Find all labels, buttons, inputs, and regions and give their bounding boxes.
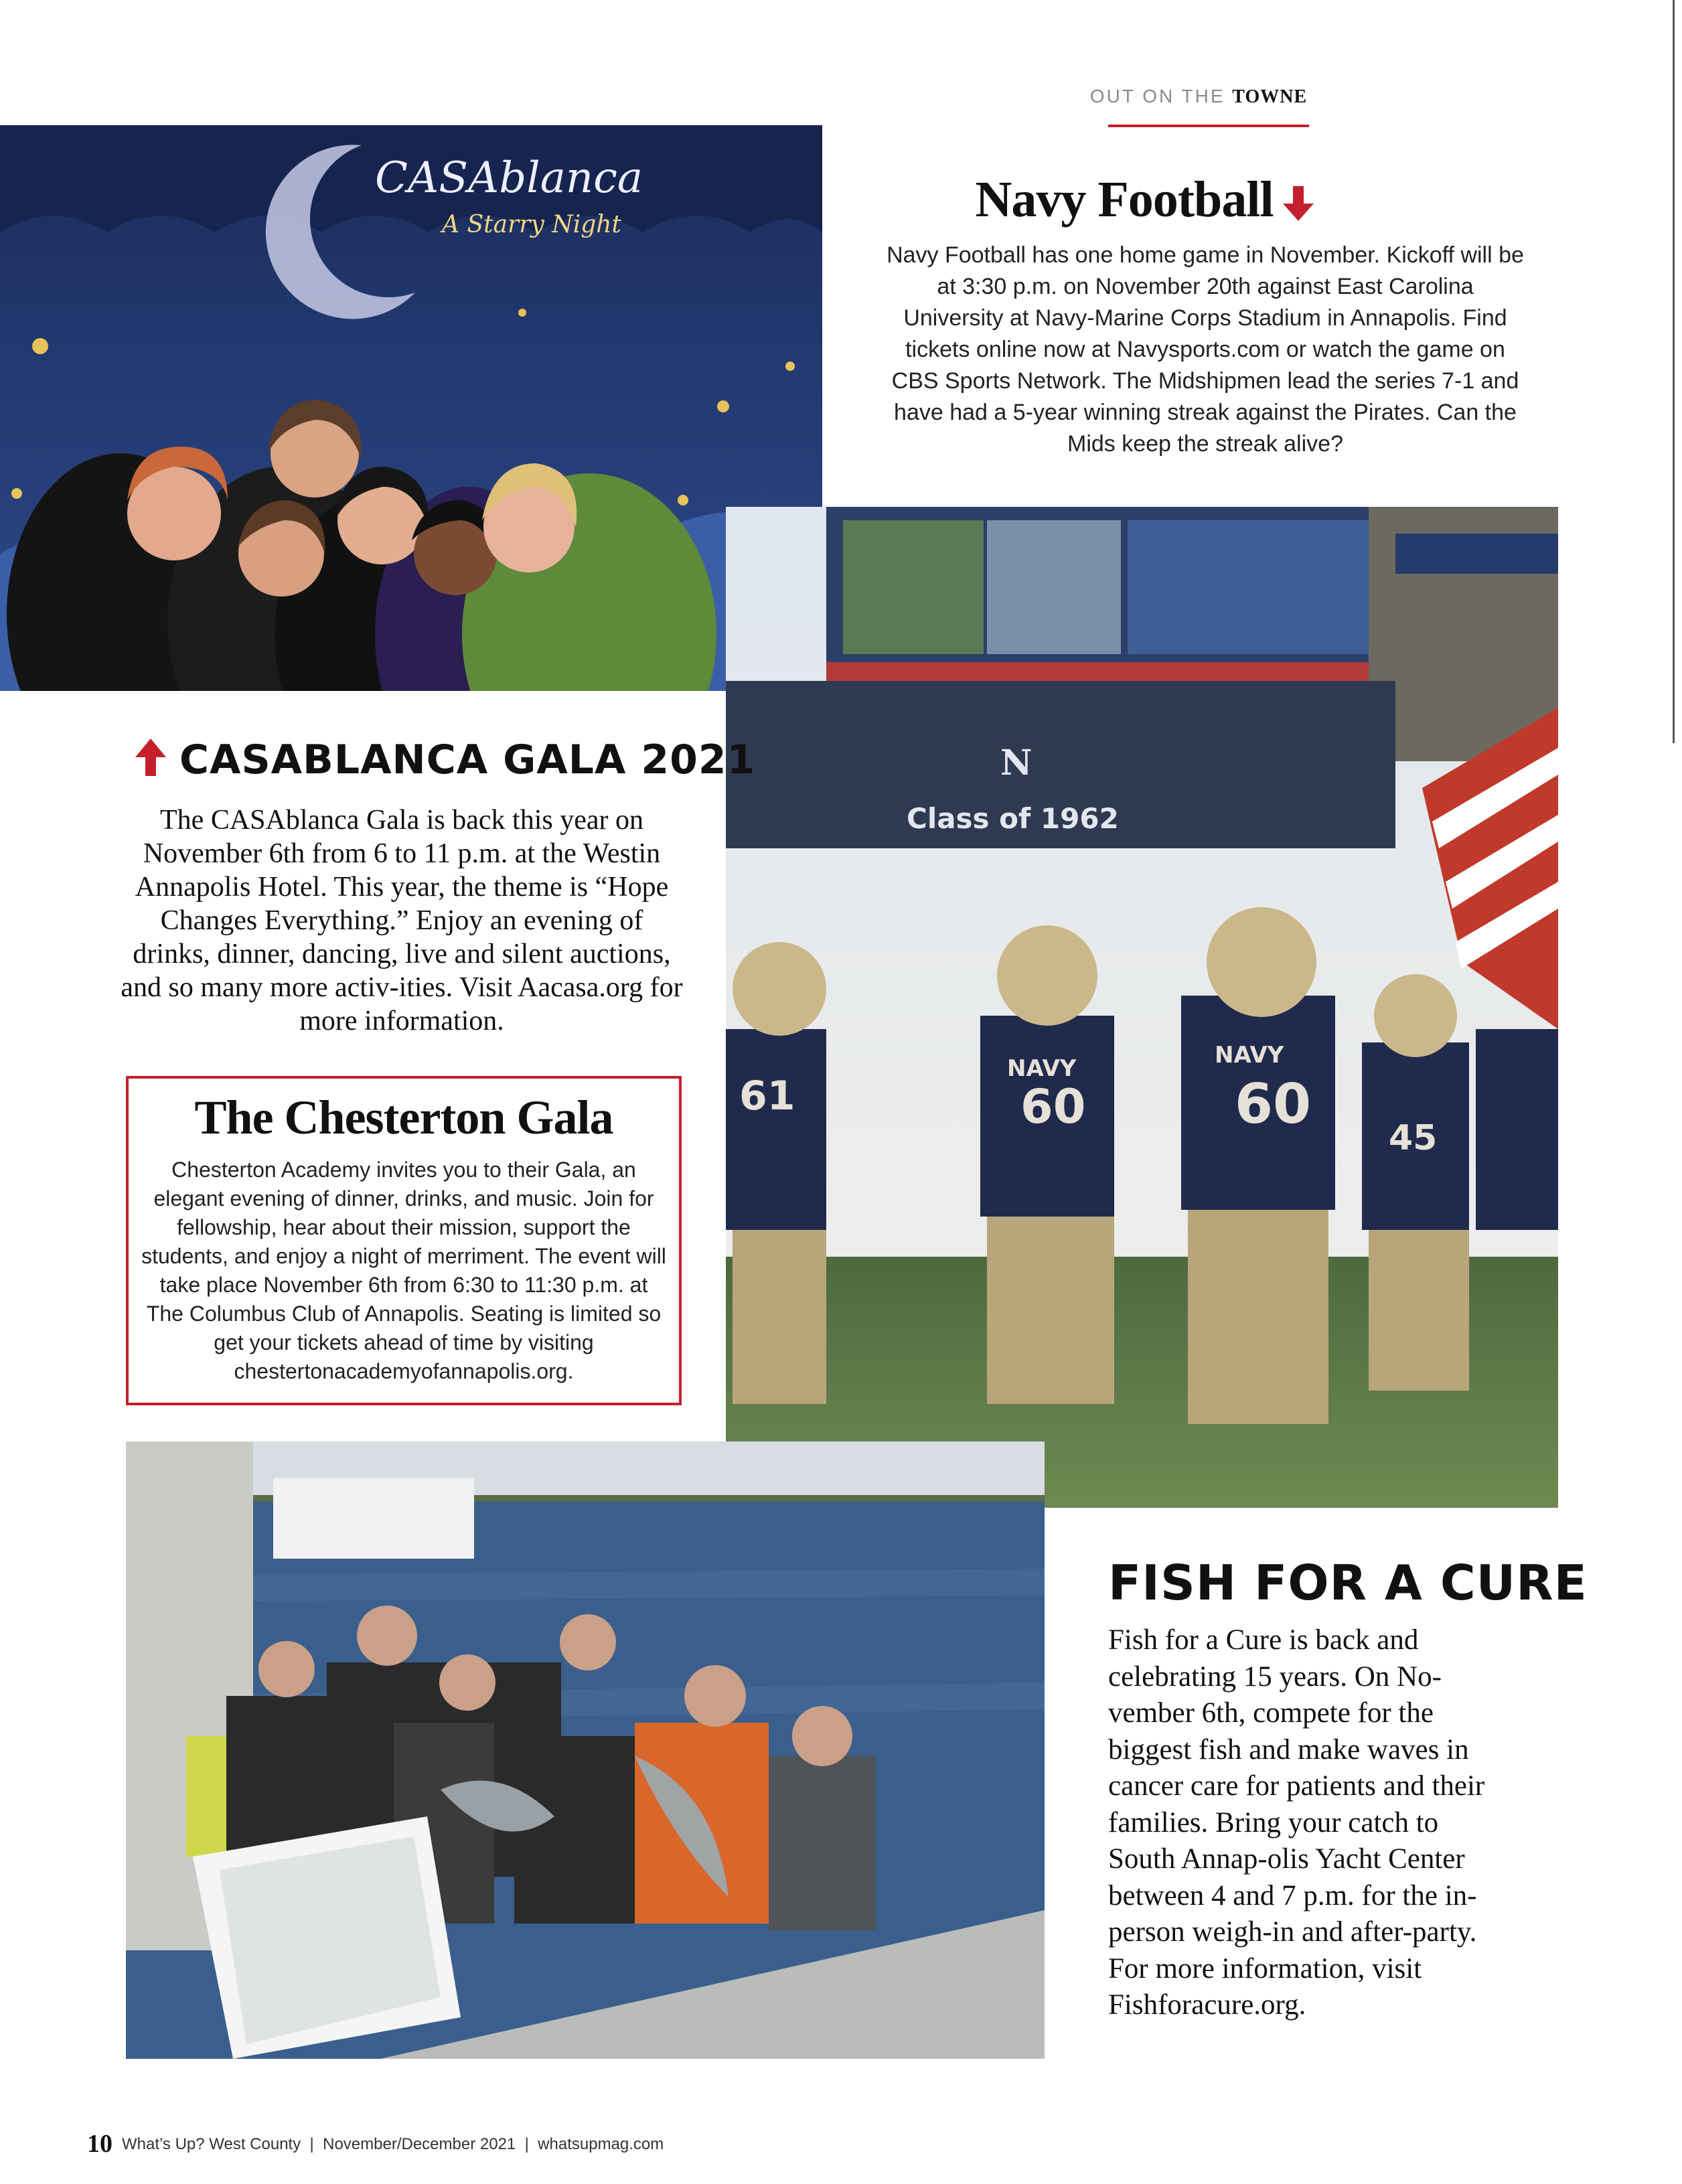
- casablanca-gala-photo-art: [0, 125, 822, 691]
- section-label-strong: TOWNE: [1232, 86, 1308, 107]
- footer-text: What’s Up? West County | November/December 2021 | whatsupmag.com: [122, 2135, 664, 2153]
- jersey-number: 45: [1389, 1118, 1438, 1158]
- chesterton-gala-title: The Chesterton Gala: [194, 1091, 613, 1144]
- stadium-sign-text: Class of 1962: [907, 802, 1119, 835]
- casablanca-gala-heading: [134, 736, 756, 786]
- fish-for-a-cure-title: FISH FOR A CURE: [1108, 1555, 1588, 1611]
- jersey-label: NAVY: [1007, 1055, 1077, 1082]
- casablanca-gala-body: The CASAblanca Gala is back this year on November 6th from 6 to 11 p.m. at the Westin Annapolis Hotel. This year, the theme is “Hope Changes Everything.” Enjoy an evening of drinks, dinner, dancing, live and silent auctions, and so many more activ-ities. Visit Aacasa.org for more information.: [121, 805, 683, 1036]
- banner-title: CASAblanca: [375, 153, 643, 203]
- jersey-number: 60: [1020, 1079, 1086, 1134]
- page-number: 10: [87, 2130, 112, 2158]
- jersey-number: 61: [739, 1073, 795, 1119]
- arrow-up-icon: [134, 738, 167, 786]
- page-footer: [87, 2129, 757, 2159]
- stadium-sign-logo: N: [1000, 743, 1033, 783]
- jersey-number: 60: [1235, 1073, 1312, 1136]
- arrow-down-icon: [1282, 175, 1315, 234]
- fish-for-a-cure-photo: [126, 1441, 1045, 2059]
- navy-football-heading: [891, 171, 1399, 234]
- page-edge-line: [1673, 0, 1675, 743]
- chesterton-gala-body: Chesterton Academy invites you to their Gala, an elegant evening of dinner, drinks, and music. Join for fellowship, hear about their mission, support the students, and enjoy a night of merriment. The event will take place November 6th from 6:30 to 11:30 p.m. at The Columbus Club of Annapolis. Seating is limited so get your tickets ahead of time by visiting chestertonacademyofannapolis.org.: [141, 1158, 666, 1383]
- section-rule: [1108, 125, 1309, 127]
- section-label: [1085, 86, 1312, 108]
- navy-football-photo-art: [726, 507, 1558, 1508]
- casablanca-gala-photo: [0, 125, 822, 691]
- section-label-prefix: OUT ON THE: [1089, 86, 1225, 106]
- navy-football-title: Navy Football: [975, 171, 1274, 228]
- fish-for-a-cure-photo-art: [126, 1441, 1045, 2059]
- navy-football-body: Navy Football has one home game in November. Kickoff will be at 3:30 p.m. on November 20th against East Carolina University at Navy-Marine Corps Stadium in Annapolis. Find tickets online now at Navysports.com or watch the game on CBS Sports Network. The Midshipmen lead the series 7-1 and have had a 5-year winning streak against the Pirates. Can the Mids keep the streak alive?: [887, 242, 1524, 457]
- jersey-label: NAVY: [1215, 1042, 1284, 1069]
- banner-subtitle: A Starry Night: [442, 211, 621, 238]
- casablanca-gala-title: CASABLANCA GALA 2021: [179, 736, 756, 783]
- navy-football-photo: [726, 507, 1558, 1508]
- fish-for-a-cure-body: Fish for a Cure is back and celebrating 15 years. On No-vember 6th, compete for the biggest fish and make waves in cancer care for patients and their families. Bring your catch to South Annap-olis Yacht Center between 4 and 7 p.m. for the in-person weigh-in and after-party. For more information, visit Fishforacure.org.: [1108, 1624, 1485, 2021]
